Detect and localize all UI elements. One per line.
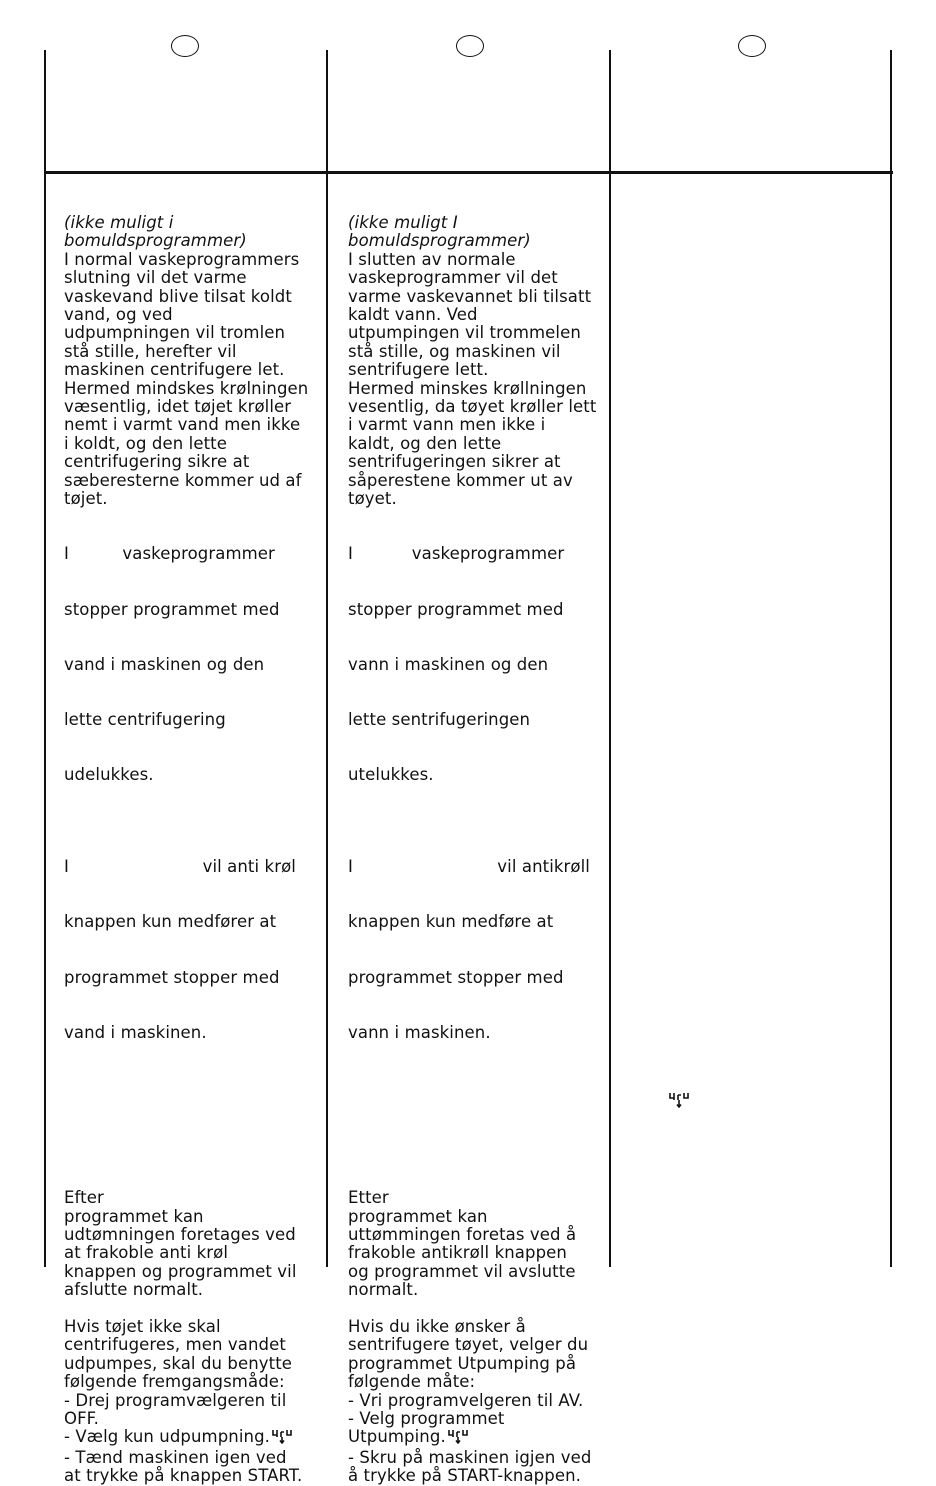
column-divider-right bbox=[890, 50, 892, 1267]
intro-note: (ikke muligt i bomuldsprogrammer) bbox=[64, 213, 247, 251]
header-rule bbox=[45, 171, 893, 174]
paragraph-procedure: Hvis du ikke ønsker å sentrifugere tøyet, velger du programmet Utpumping på følgende måte: - Vri programvelgeren til AV. - Velg programmet Utpumping. - Skru på maskinen igjen ved å trykke på START-knappen. bbox=[348, 1316, 592, 1486]
drain-pump-icon bbox=[668, 1091, 690, 1113]
language-circle-icon bbox=[456, 35, 484, 57]
language-circle-icon bbox=[738, 35, 766, 57]
paragraph-drain: Etter programmet kan uttømmingen foretas ved å frakoble antikrøll knappen og programmet vil avslutte normalt. bbox=[348, 1188, 577, 1300]
paragraph-program-stop: I vaskeprogrammer stopper programmet med vand i maskinen og den lette centrifugering udelukkes. bbox=[64, 544, 280, 785]
paragraph-button-effect: I vil anti krøl knappen kun medfører at programmet stopper med vand i maskinen. bbox=[64, 857, 296, 1042]
paragraph-program-stop: I vaskeprogrammer stopper programmet med vann i maskinen og den lette sentrifugeringen utelukkes. bbox=[348, 544, 565, 785]
column-danish bbox=[64, 214, 320, 1486]
paragraph-button-effect: I vil antikrøll knappen kun medføre at programmet stopper med vann i maskinen. bbox=[348, 857, 590, 1042]
drain-pump-icon bbox=[271, 1428, 293, 1448]
paragraph-drain: Efter programmet kan udtømningen foretages ved at frakoble anti krøl knappen og programmet vil afslutte normalt. bbox=[64, 1188, 297, 1300]
column-norwegian bbox=[348, 214, 604, 1486]
paragraph-procedure: Hvis tøjet ikke skal centrifugeres, men vandet udpumpes, skal du benytte følgende fremgangsmåde: - Drej programvælgeren til OFF. - Vælg kun udpumpning. - Tænd maskinen igen ved at trykke på knappen START. bbox=[64, 1316, 303, 1486]
column-divider-left bbox=[44, 50, 46, 1267]
drain-pump-icon bbox=[447, 1428, 469, 1448]
paragraph-anti-crease: I normal vaskeprogrammers slutning vil det varme vaskevand blive tilsat koldt vand, og ved udpumpningen vil tromlen stå stille, herefter vil maskinen centrifugere let. Hermed mindskes krølningen væsentlig, idet tøjet krøller nemt i varmt vand men ikke i koldt, og den lette centrifugering sikre at sæberesterne kommer ud af tøjet. bbox=[64, 249, 309, 509]
column-divider-2 bbox=[609, 50, 611, 1267]
intro-note: (ikke muligt I bomuldsprogrammer) bbox=[348, 213, 531, 251]
language-circle-icon bbox=[171, 35, 199, 57]
paragraph-anti-crease: I slutten av normale vaskeprogrammer vil det varme vaskevannet bli tilsatt kaldt vann. Ved utpumpingen vil trommelen stå stille, og maskinen vil sentrifugere lett. Hermed minskes krøllningen vesentlig, da tøyet krøller lett i varmt vann men ikke i kaldt, og den lette sentrifugeringen sikrer at såperestene kommer ut av tøyet. bbox=[348, 249, 597, 509]
column-divider-1 bbox=[326, 50, 328, 1267]
